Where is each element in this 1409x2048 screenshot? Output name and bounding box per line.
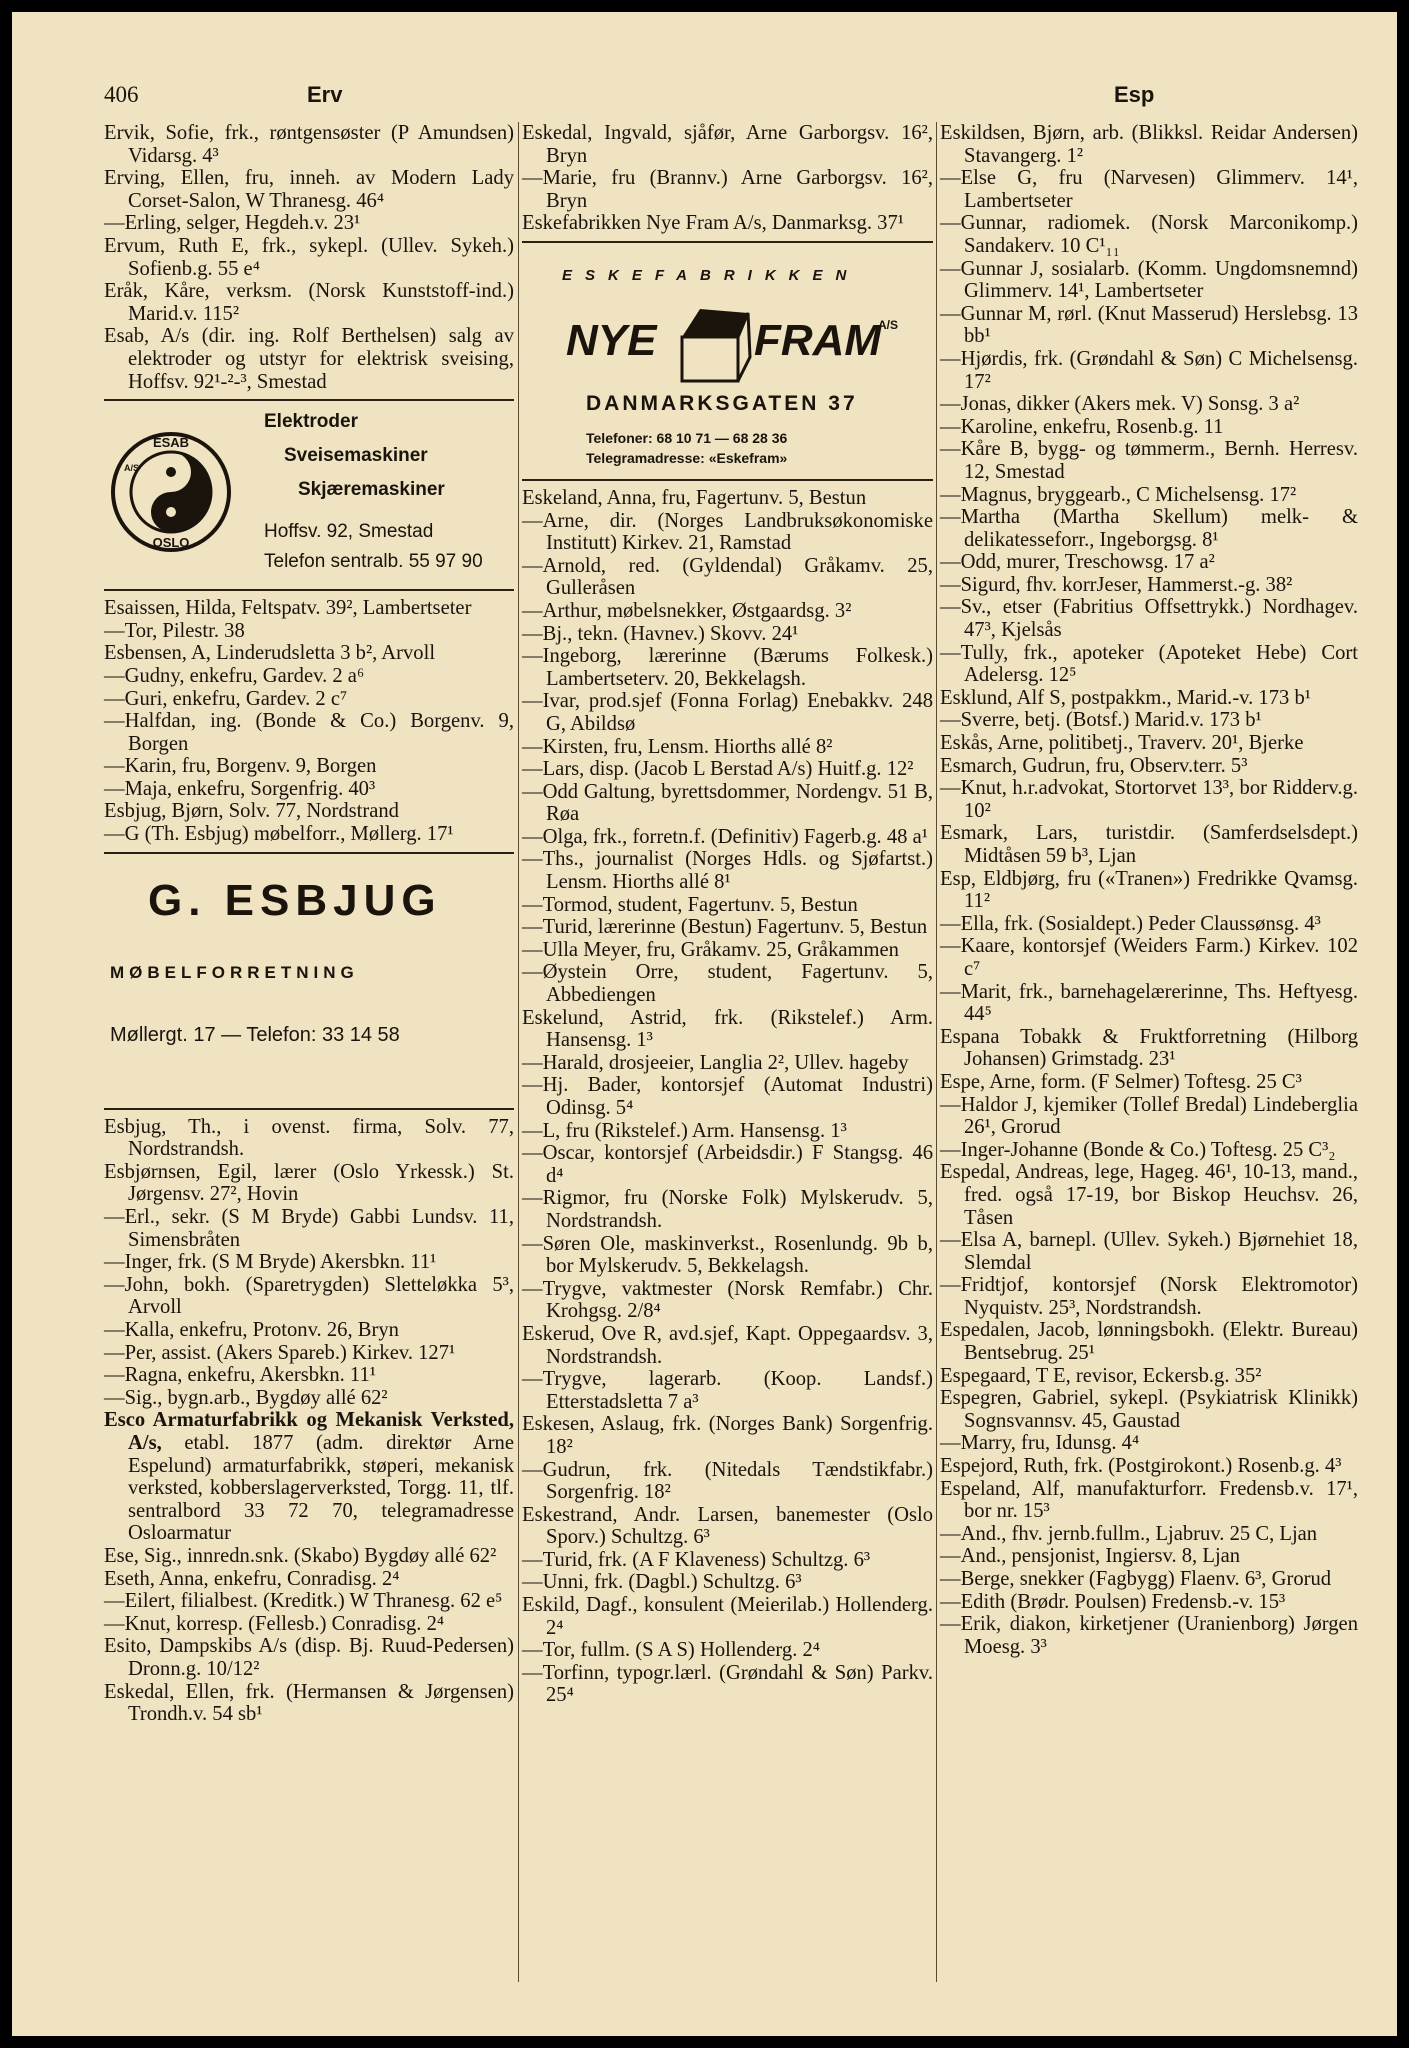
esab-advertisement — [104, 401, 514, 583]
list-item: —Maja, enkefru, Sorgenfrig. 40³ — [104, 777, 376, 800]
page-number: 406 — [104, 82, 139, 107]
entry-list — [104, 597, 514, 846]
list-item: —Kalla, enkefru, Protonv. 26, Bryn — [104, 1319, 399, 1341]
list-item: Esito, Dampskibs A/s (disp. Bj. Ruud-Pedersen) Dronn.g. 10/12² — [104, 1635, 514, 1680]
list-item: —Gudny, enkefru, Gardev. 2 a⁶ — [104, 664, 365, 687]
ad-line: Hoffsv. 92, Smestad — [264, 521, 434, 543]
list-item: —Hjørdis, frk. (Grøndahl & Søn) C Michelsensg. 17² — [940, 347, 1358, 393]
ad-line: Telefon sentralb. 55 97 90 — [264, 551, 483, 573]
list-item: —Torfinn, typogr.lærl. (Grøndahl & Søn) Parkv. 25⁴ — [522, 1661, 933, 1707]
list-item: —Kåre B, bygg- og tømmerm., Bernh. Herresv. 12, Smestad — [940, 438, 1358, 483]
list-item: Esaissen, Hilda, Feltspatv. 39², Lambertseter — [104, 597, 472, 620]
list-item: —Fridtjof, kontorsjef (Norsk Elektromotor) Nyquistv. 25³, Nordstrandsh. — [940, 1274, 1358, 1319]
list-item — [104, 1409, 514, 1545]
list-item: Eskedal, Ingvald, sjåfør, Arne Garborgsv. 16², Bryn — [522, 122, 933, 167]
list-item: —Eilert, filialbest. (Kreditk.) W Thranesg. 62 e⁵ — [104, 1590, 503, 1613]
list-item: Eskestrand, Andr. Larsen, banemester (Oslo Sporv.) Schultzg. 6³ — [522, 1503, 933, 1549]
ad-address: Møllergt. 17 — Telefon: 33 14 58 — [110, 1023, 400, 1046]
ad-phones: Telefoner: 68 10 71 — 68 28 36 — [586, 429, 788, 446]
list-item: —Odd Galtung, byrettsdommer, Nordengv. 51 B, Røa — [522, 780, 933, 826]
list-item: Eskesen, Aslaug, frk. (Norges Bank) Sorgenfrig. 18² — [522, 1413, 933, 1458]
entry-list — [940, 122, 1358, 1658]
list-item: Esmarch, Gudrun, fru, Observ.terr. 5³ — [940, 754, 1248, 777]
ad-address: DANMARKSGATEN 37 — [586, 391, 858, 415]
logo-top-text: ESAB — [152, 435, 190, 451]
list-item: —Turid, frk. (A F Klaveness) Schultzg. 6³ — [522, 1548, 871, 1571]
list-item: —Bj., tekn. (Havnev.) Skovv. 24¹ — [522, 622, 799, 645]
list-item: Ese, Sig., innredn.snk. (Skabo) Bygdøy allé 62² — [104, 1544, 497, 1567]
logo-right-text: FRAM — [754, 315, 882, 365]
list-item: —Unni, frk. (Dagbl.) Schultzg. 6³ — [522, 1571, 802, 1594]
list-item: Erving, Ellen, fru, inneh. av Modern Lady Corset-Salon, W Thranesg. 46⁴ — [104, 167, 514, 212]
esab-logo-icon — [110, 431, 232, 553]
list-item: —Kirsten, fru, Lensm. Hiorths allé 8² — [522, 735, 833, 758]
column-3 — [940, 122, 1358, 1982]
ad-top-line: ESKEFABRIKKEN — [562, 266, 860, 284]
list-item: Espe, Arne, form. (F Selmer) Toftesg. 25 C³ — [940, 1070, 1302, 1093]
list-item: Espegren, Gabriel, sykepl. (Psykiatrisk Klinikk) Sognsvannsv. 45, Gaustad — [940, 1387, 1358, 1432]
list-item: —Berge, snekker (Fagbygg) Flaenv. 6³, Grorud — [940, 1568, 1332, 1590]
entry-list — [104, 122, 514, 393]
divider — [104, 1108, 514, 1110]
entry-list — [104, 1545, 514, 1726]
list-item: Espegaard, T E, revisor, Eckersb.g. 35² — [940, 1364, 1262, 1387]
ad-telegram: Telegramadresse: «Eskefram» — [586, 449, 788, 466]
list-item: —Sv., etser (Fabritius Offsettrykk.) Nordhagev. 47³, Kjelsås — [940, 596, 1358, 642]
ad-title: G. ESBJUG — [148, 875, 442, 925]
list-item: —Elsa A, barnepl. (Ullev. Sykeh.) Bjørnehiet 18, Slemdal — [940, 1229, 1358, 1274]
list-item: —And., fhv. jernb.fullm., Ljabruv. 25 C, Ljan — [940, 1522, 1318, 1545]
ad-subtitle: MØBELFORRETNING — [110, 962, 359, 982]
divider — [522, 479, 933, 481]
list-item: —Ella, frk. (Sosialdept.) Peder Claussønsg. 4³ — [940, 912, 1321, 935]
list-item: —Tully, frk., apoteker (Apoteket Hebe) Cort Adelersg. 12⁵ — [940, 641, 1358, 687]
list-item: —G (Th. Esbjug) møbelforr., Møllerg. 17¹ — [104, 823, 454, 846]
list-item: —Marit, frk., barnehagelærerinne, Ths. Heftyesg. 44⁵ — [940, 980, 1358, 1026]
list-item: —Tor, Pilestr. 38 — [104, 619, 245, 642]
list-item: Esbensen, A, Linderudsletta 3 b², Arvoll — [104, 642, 436, 665]
list-item: —Inger, frk. (S M Bryde) Akersbkn. 11¹ — [104, 1251, 437, 1274]
list-item: —Sig., bygn.arb., Bygdøy allé 62² — [104, 1386, 388, 1409]
list-item: —Turid, lærerinne (Bestun) Fagertunv. 5, Bestun — [522, 916, 928, 939]
list-item: —Lars, disp. (Jacob L Berstad A/s) Huitf.g. 12² — [522, 758, 914, 781]
list-item: —Karin, fru, Borgenv. 9, Borgen — [104, 755, 377, 778]
list-item: —Ulla Meyer, fru, Gråkamv. 25, Gråkammen — [522, 938, 899, 961]
list-item: —Ivar, prod.sjef (Fonna Forlag) Enebakkv. 248 G, Abildsø — [522, 690, 933, 735]
list-item: —Arne, dir. (Norges Landbruksøkonomiske Institutt) Kirkev. 21, Ramstad — [522, 509, 933, 555]
list-item: —Øystein Orre, student, Fagertunv. 5, Abbediengen — [522, 961, 933, 1007]
list-item: —Kaare, kontorsjef (Weiders Farm.) Kirkev. 102 c⁷ — [940, 935, 1358, 980]
list-item: Espejord, Ruth, frk. (Postgirokont.) Rosenb.g. 4³ — [940, 1455, 1342, 1478]
list-item: Eråk, Kåre, verksm. (Norsk Kunststoff-ind.) Marid.v. 115² — [104, 280, 514, 325]
list-item: Eskild, Dagf., konsulent (Meierilab.) Hollenderg. 2⁴ — [522, 1594, 933, 1639]
list-item: Eskedal, Ellen, frk. (Hermansen & Jørgensen) Trondh.v. 54 sb¹ — [104, 1680, 514, 1726]
list-item: —Halfdan, ing. (Bonde & Co.) Borgenv. 9, Borgen — [104, 710, 514, 755]
list-item: —Jonas, dikker (Akers mek. V) Sonsg. 3 a² — [940, 393, 1300, 416]
list-item: —L, fru (Rikstelef.) Arm. Hansensg. 1³ — [522, 1119, 847, 1142]
list-item: —Haldor J, kjemiker (Tollef Bredal) Lindeberglia 26¹, Grorud — [940, 1093, 1358, 1139]
list-item: —Magnus, bryggearb., C Michelsensg. 17² — [940, 483, 1297, 506]
list-item: —Arthur, møbelsnekker, Østgaardsg. 3² — [522, 599, 852, 622]
list-item: Eskildsen, Bjørn, arb. (Blikksl. Reidar Andersen) Stavangerg. 1² — [940, 122, 1358, 167]
list-item: Espedalen, Jacob, lønningsbokh. (Elektr. Bureau) Bentsebrug. 25¹ — [940, 1319, 1358, 1365]
logo-left-text: NYE — [566, 315, 657, 365]
list-item: —Rigmor, fru (Norske Folk) Mylskerudv. 5, Nordstrandsh. — [522, 1187, 933, 1232]
list-item: —Olga, frk., forretn.f. (Definitiv) Fagerb.g. 48 a¹ — [522, 825, 928, 848]
column-2 — [522, 122, 933, 1982]
list-item: —Sverre, betj. (Botsf.) Marid.v. 173 b¹ — [940, 709, 1262, 732]
nyefram-advertisement — [522, 243, 933, 473]
list-item: —Knut, korresp. (Fellesb.) Conradisg. 2⁴ — [104, 1612, 445, 1635]
list-item: Eseth, Anna, enkefru, Conradisg. 2⁴ — [104, 1567, 400, 1590]
list-item: —Erik, diakon, kirketjener (Uranienborg) Jørgen Moesg. 3³ — [940, 1613, 1358, 1658]
list-item: —Gudrun, frk. (Nitedals Tændstikfabr.) Sorgenfrig. 18² — [522, 1458, 933, 1504]
list-item: Eskeland, Anna, fru, Fagertunv. 5, Bestun — [522, 486, 867, 509]
ad-line: Skjæremaskiner — [298, 479, 445, 501]
list-item: —Sigurd, fhv. korrJeser, Hammerst.-g. 38² — [940, 573, 1293, 596]
list-item: —Gunnar, radiomek. (Norsk Marconikomp.) Sandakerv. 10 C¹₁₁ — [940, 212, 1358, 257]
list-item: Esbjug, Th., i ovenst. firma, Solv. 77, Nordstrandsh. — [104, 1115, 514, 1161]
list-item: —Oscar, kontorsjef (Arbeidsdir.) F Stangsg. 46 d⁴ — [522, 1142, 933, 1187]
entry-list — [522, 122, 933, 235]
list-item: —Marie, fru (Brannv.) Arne Garborgsv. 16², Bryn — [522, 167, 933, 212]
guide-word-right: Esp — [1114, 82, 1155, 107]
list-item: —Ingeborg, lærerinne (Bærums Folkesk.) Lambertseterv. 20, Bekkelagsh. — [522, 645, 933, 690]
list-item: —John, bokh. (Sparetrygden) Sletteløkka 5³, Arvoll — [104, 1273, 514, 1319]
list-item: —Else G, fru (Narvesen) Glimmerv. 14¹, Lambertseter — [940, 167, 1358, 212]
list-item: —Martha (Martha Skellum) melk- & delikatesseforr., Ingeborgsg. 8¹ — [940, 506, 1358, 551]
list-item: —Inger-Johanne (Bonde & Co.) Toftesg. 25 C³₂ — [940, 1138, 1336, 1161]
list-item: —Erl., sekr. (S M Bryde) Gabbi Lundsv. 11, Simensbråten — [104, 1206, 514, 1251]
list-item: —Knut, h.r.advokat, Stortorvet 13³, bor Ridderv.g. 10² — [940, 777, 1358, 822]
list-item: —And., pensjonist, Ingiersv. 8, Ljan — [940, 1545, 1241, 1568]
list-item: —Ths., journalist (Norges Hdls. og Sjøfartst.) Lensm. Hiorths allé 8¹ — [522, 848, 933, 894]
list-item: Esklund, Alf S, postpakkm., Marid.-v. 173 b¹ — [940, 686, 1311, 709]
list-item: —Erling, selger, Hegdeh.v. 23¹ — [104, 212, 361, 235]
list-item: —Tor, fullm. (S A S) Hollenderg. 2⁴ — [522, 1639, 820, 1662]
column-divider — [518, 122, 519, 1982]
logo-suffix-text: A/S — [878, 317, 899, 332]
list-item: Eskelund, Astrid, frk. (Rikstelef.) Arm. Hansensg. 1³ — [522, 1006, 933, 1052]
list-item: —Edith (Brødr. Poulsen) Fredensb.-v. 15³ — [940, 1590, 1286, 1613]
divider — [104, 589, 514, 591]
guide-word-left: Erv — [307, 82, 343, 107]
logo-prefix-text: A/S — [124, 463, 140, 474]
list-item: —Marry, fru, Idunsg. 4⁴ — [940, 1432, 1140, 1455]
list-item: —Gunnar M, rørl. (Knut Masserud) Herslebsg. 13 bb¹ — [940, 302, 1358, 348]
company-name: Esco Armaturfabrikk og Mekanisk Verksted, A/s, — [104, 1409, 514, 1454]
list-item: Ervum, Ruth E, frk., sykepl. (Ullev. Sykeh.) Sofienb.g. 55 e⁴ — [104, 234, 514, 280]
list-item: Eskerud, Ove R, avd.sjef, Kapt. Oppegaardsv. 3, Nordstrandsh. — [522, 1322, 933, 1368]
column-1 — [104, 122, 514, 1982]
list-item: Esbjørnsen, Egil, lærer (Oslo Yrkessk.) St. Jørgensv. 27², Hovin — [104, 1160, 514, 1206]
entry-list — [104, 1116, 514, 1410]
column-divider — [936, 122, 937, 1982]
list-item: —Gunnar J, sosialarb. (Komm. Ungdomsnemnd) Glimmerv. 14¹, Lambertseter — [940, 257, 1358, 303]
list-item: —Trygve, vaktmester (Norsk Remfabr.) Chr. Krohgsg. 2/8⁴ — [522, 1277, 933, 1323]
list-item: —Guri, enkefru, Gardev. 2 c⁷ — [104, 687, 348, 710]
list-item: Eskås, Arne, politibetj., Traverv. 20¹, Bjerke — [940, 732, 1304, 755]
list-item: —Trygve, lagerarb. (Koop. Landsf.) Etterstadsletta 7 a³ — [522, 1368, 933, 1413]
list-item: Espana Tobakk & Fruktforretning (Hilborg Johansen) Grimstadg. 23¹ — [940, 1025, 1358, 1071]
list-item: —Tormod, student, Fagertunv. 5, Bestun — [522, 893, 858, 916]
list-item: —Ragna, enkefru, Akersbkn. 11¹ — [104, 1364, 376, 1387]
list-item: Esbjug, Bjørn, Solv. 77, Nordstrand — [104, 800, 399, 823]
list-item: —Arnold, red. (Gyldendal) Gråkamv. 25, Gulleråsen — [522, 554, 933, 600]
list-item: —Søren Ole, maskinverkst., Rosenlundg. 9b b, bor Mylskerudv. 5, Bekkelagsh. — [522, 1232, 933, 1278]
list-item: —Hj. Bader, kontorsjef (Automat Industri) Odinsg. 5⁴ — [522, 1074, 933, 1119]
list-item: —Odd, murer, Treschowsg. 17 a² — [940, 551, 1215, 574]
list-item: —Per, assist. (Akers Spareb.) Kirkev. 127¹ — [104, 1341, 456, 1364]
list-item: —Harald, drosjeeier, Langlia 2², Ullev. hageby — [522, 1051, 909, 1074]
list-item: Espeland, Alf, manufakturforr. Fredensb.v. 17¹, bor nr. 15³ — [940, 1477, 1358, 1523]
list-item: Esab, A/s (dir. ing. Rolf Berthelsen) salg av elektroder og utstyr for elektrisk sveising, Hoffsv. 92¹-²-³, Smestad — [104, 325, 514, 393]
list-item: Esmark, Lars, turistdir. (Samferdselsdept.) Midtåsen 59 b³, Ljan — [940, 822, 1358, 867]
logo-bottom-text: OSLO — [152, 535, 190, 551]
directory-page — [12, 12, 1397, 2036]
list-item: —Karoline, enkefru, Rosenb.g. 11 — [940, 415, 1224, 438]
ad-line: Elektroder — [264, 411, 358, 433]
list-item: Esp, Eldbjørg, fru («Tranen») Fredrikke Qvamsg. 11² — [940, 867, 1358, 913]
company-details: etabl. 1877 (adm. direktør Arne Espelund) armaturfabrikk, støperi, mekanisk verksted, kobberslagerverksted, Torgg. 11, tlf. sentralbord 33 72 70, telegramadresse Osloarmatur — [128, 1431, 514, 1545]
nyefram-logo-icon — [566, 293, 899, 383]
esbjug-advertisement — [104, 854, 514, 1102]
list-item: Ervik, Sofie, frk., røntgensøster (P Amundsen) Vidarsg. 4³ — [104, 122, 514, 167]
ad-line: Sveisemaskiner — [284, 445, 428, 467]
list-item: Eskefabrikken Nye Fram A/s, Danmarksg. 37¹ — [522, 212, 904, 235]
list-item: Espedal, Andreas, lege, Hageg. 46¹, 10-13, mand., fred. også 17-19, bor Biskop Heuchsv. 26, Tåsen — [940, 1161, 1358, 1229]
entry-list — [522, 487, 933, 1707]
